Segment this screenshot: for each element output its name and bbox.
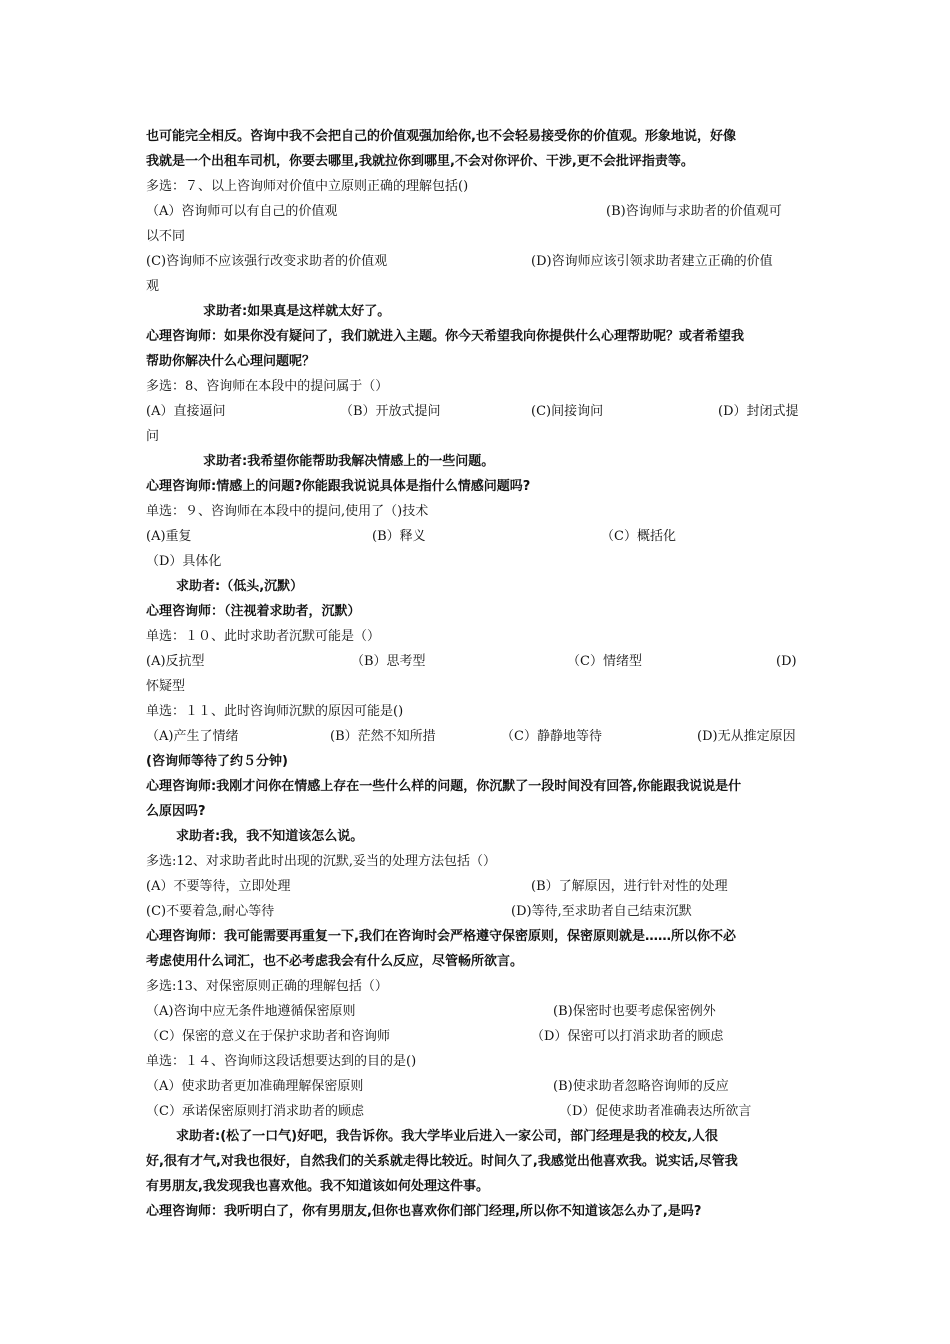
option-q10-c: （C）情绪型: [567, 654, 642, 669]
option-q11-b: (B）茫然不知所措: [330, 729, 436, 744]
counselor-line: 考虑使用什么词汇，也不必考虑我会有什么反应，尽管畅所欲言。: [146, 954, 524, 969]
option-q11-a: （A)产生了情绪: [146, 729, 239, 744]
option-q14-b: (B)使求助者忽略咨询师的反应: [553, 1079, 729, 1094]
option-q9-a: (A)重复: [146, 529, 192, 544]
option-q10-a: (A)反抗型: [146, 654, 205, 669]
text-line: 怀疑型: [146, 679, 186, 694]
question-q10: 单选：１０、此时求助者沉默可能是（）: [146, 629, 381, 644]
option-q12-a: (A）不要等待，立即处理: [146, 879, 291, 894]
counselor-line: 心理咨询师：（注视着求助者，沉默）: [146, 604, 361, 619]
option-q11-d: (D)无从推定原因: [697, 729, 796, 744]
option-q8-b: （B）开放式提问: [340, 404, 441, 419]
option-q12-b: (B）了解原因，进行针对性的处理: [531, 879, 728, 894]
counselor-line: 心理咨询师：我可能需要再重复一下,我们在咨询时会严格遵守保密原则，保密原则就是……所以你不必: [146, 929, 736, 944]
option-q13-a: （A)咨询中应无条件地遵循保密原则: [146, 1004, 356, 1019]
option-q7-a: （A）咨询师可以有自己的价值观: [146, 204, 338, 219]
question-q11: 单选：１１、此时咨询师沉默的原因可能是(): [146, 704, 404, 719]
option-q8-a: (A）直接逼问: [146, 404, 226, 419]
option-q14-c: （C）承诺保密原则打消求助者的顾虑: [146, 1104, 364, 1119]
question-q7: 多选：７、以上咨询师对价值中立原则正确的理解包括(): [146, 179, 469, 194]
counselor-line: 心理咨询师:我刚才问你在情感上存在一些什么样的问题，你沉默了一段时间没有回答,你能跟我说说是什: [146, 779, 742, 794]
option-q8-d: (D）封闭式提: [718, 404, 799, 419]
text-line: 我就是一个出租车司机，你要去哪里,我就拉你到哪里,不会对你评价、干涉,更不会批评指责等。: [146, 154, 694, 169]
option-q9-d: （D）具体化: [146, 554, 222, 569]
counselor-line: 心理咨询师：如果你没有疑问了，我们就进入主题。你今天希望我向你提供什么心理帮助呢？或者希望我: [146, 329, 745, 344]
option-q9-b: (B）释义: [372, 529, 426, 544]
question-q12: 多选:12、对求助者此时出现的沉默,妥当的处理方法包括（）: [146, 854, 497, 869]
option-q10-b: （B）思考型: [351, 654, 426, 669]
option-q9-c: （C）概括化: [601, 529, 676, 544]
client-line: 求助者:(松了一口气)好吧，我告诉你。我大学毕业后进入一家公司，部门经理是我的校友,人很: [176, 1129, 719, 1144]
text-line: 也可能完全相反。咨询中我不会把自己的价值观强加给你,也不会轻易接受你的价值观。形象地说，好像: [146, 129, 736, 144]
client-line: 求助者:我希望你能帮助我解决情感上的一些问题。: [203, 454, 495, 469]
option-q7-c: (C)咨询师不应该强行改变求助者的价值观: [146, 254, 388, 269]
question-q9: 单选：９、咨询师在本段中的提问,使用了（)技术: [146, 504, 429, 519]
option-q7-d: (D)咨询师应该引领求助者建立正确的价值: [531, 254, 773, 269]
question-q14: 单选：１４、咨询师这段话想要达到的目的是(): [146, 1054, 417, 1069]
option-q14-d: （D）促使求助者准确表达所欲言: [559, 1104, 752, 1119]
option-q10-d: (D): [776, 654, 797, 669]
text-line: (咨询师等待了约５分钟): [146, 754, 288, 769]
client-line: 好,很有才气,对我也很好，自然我们的关系就走得比较近。时间久了,我感觉出他喜欢我。说实话,尽管我: [146, 1154, 738, 1169]
option-q13-b: (B)保密时也要考虑保密例外: [553, 1004, 716, 1019]
question-q8: 多选：8、咨询师在本段中的提问属于（）: [146, 379, 389, 394]
client-line: 求助者:如果真是这样就太好了。: [203, 304, 391, 319]
counselor-line: 么原因吗?: [146, 804, 206, 819]
option-q12-d: (D)等待,至求助者自己结束沉默: [511, 904, 692, 919]
option-q8-c: (C)间接询问: [531, 404, 604, 419]
counselor-line: 帮助你解决什么心理问题呢？: [146, 354, 316, 369]
question-q13: 多选:13、对保密原则正确的理解包括（）: [146, 979, 388, 994]
client-line: 求助者:我，我不知道该怎么说。: [176, 829, 364, 844]
option-q13-c: （C）保密的意义在于保护求助者和咨询师: [146, 1029, 390, 1044]
option-q12-c: (C)不要着急,耐心等待: [146, 904, 275, 919]
text-line: 观: [146, 279, 160, 294]
option-q13-d: （D）保密可以打消求助者的顾虑: [531, 1029, 724, 1044]
text-line: 以不同: [146, 229, 186, 244]
counselor-line: 心理咨询师:情感上的问题?你能跟我说说具体是指什么情感问题吗?: [146, 479, 531, 494]
counselor-line: 心理咨询师：我听明白了，你有男朋友,但你也喜欢你们部门经理,所以你不知道该怎么办了,是吗?: [146, 1204, 702, 1219]
option-q7-b: (B)咨询师与求助者的价值观可: [606, 204, 782, 219]
option-q11-c: （C）静静地等待: [501, 729, 602, 744]
client-line: 求助者:（低头,沉默）: [176, 579, 304, 594]
option-q14-a: （A）使求助者更加准确理解保密原则: [146, 1079, 364, 1094]
text-line: 问: [146, 429, 160, 444]
client-line: 有男朋友,我发现我也喜欢他。我不知道该如何处理这件事。: [146, 1179, 489, 1194]
